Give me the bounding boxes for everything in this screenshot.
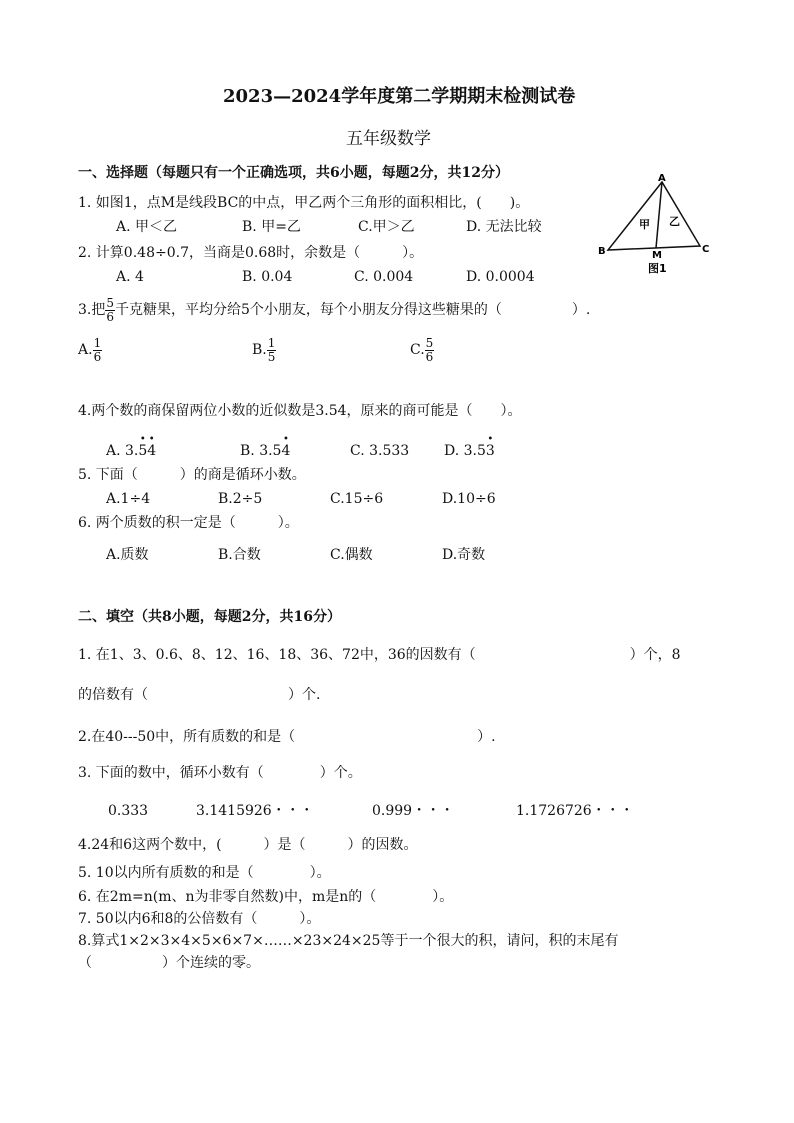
section2-heading: 二、填空（共8小题，每题2分，共16分）	[78, 609, 341, 625]
q1-4-option-d	[444, 442, 495, 460]
triangle-outline	[608, 182, 700, 250]
q1-2-text: 2. 计算0.48÷0.7，当商是0.68时，余数是（ ）。	[78, 245, 424, 261]
option-fraction	[267, 337, 277, 364]
q1-2-option-a: A. 4	[116, 269, 144, 285]
q1-1-option-c: C.甲＞乙	[358, 219, 415, 235]
option-fraction	[425, 337, 435, 364]
q2-2-text: 2.在40---50中，所有质数的和是（ ）.	[78, 729, 496, 745]
figure-caption: 图1	[648, 262, 667, 275]
q1-3-option-b	[252, 330, 276, 370]
q2-7-text: 7. 50以内6和8的公倍数有（ ）。	[78, 911, 321, 927]
exam-subtitle: 五年级数学	[346, 129, 431, 149]
q1-5-option-d: D.10÷6	[442, 491, 496, 507]
label-c: C	[702, 244, 710, 255]
section1-heading: 一、选择题（每题只有一个正确选项，共6小题，每题2分，共12分）	[78, 165, 509, 181]
fraction-denominator: 6	[93, 349, 102, 364]
q1-1-option-b: B. 甲=乙	[242, 219, 301, 235]
q1-2-option-c: C. 0.004	[354, 269, 414, 285]
q1-6-option-a: A.质数	[106, 547, 149, 563]
label-b: B	[598, 246, 606, 257]
option-prefix: B. 3.5	[240, 443, 282, 459]
repeating-digit: • 4	[147, 442, 156, 460]
option-fraction	[93, 337, 103, 364]
q2-3-number-1: 0.333	[108, 803, 149, 819]
q2-3-text: 3. 下面的数中，循环小数有（ ）个。	[78, 765, 362, 781]
q1-6-option-c: C.偶数	[330, 547, 373, 563]
option-prefix: D. 3.5	[444, 443, 486, 459]
q2-8-line1: 8.算式1×2×3×4×5×6×7×……×23×24×25等于一个很大的积，请问，积的末尾有	[78, 933, 619, 949]
q1-3-pre: 3.把	[78, 302, 106, 318]
fraction-numerator: 1	[93, 335, 102, 350]
repeating-digit: • 4	[281, 442, 290, 460]
repeating-digit: • 5	[138, 442, 147, 460]
q1-3-option-c	[410, 330, 434, 370]
q1-2-option-d: D. 0.0004	[466, 269, 535, 285]
q1-2-option-b: B. 0.04	[242, 269, 293, 285]
q1-4-option-c: C. 3.533	[350, 443, 410, 459]
q1-3-post: 千克糖果，平均分给5个小朋友，每个小朋友分得这些糖果的（ ）.	[115, 302, 591, 318]
q1-5-option-a: A.1÷4	[106, 491, 151, 507]
q1-3-fraction	[105, 297, 115, 324]
label-a: A	[658, 173, 666, 184]
q2-4-text: 4.24和6这两个数中，( ）是（ ）的因数。	[78, 837, 418, 853]
q2-3-number-3: 0.999・・・	[372, 803, 455, 819]
option-label: B.	[252, 342, 267, 358]
q1-1-option-d: D. 无法比较	[466, 219, 542, 235]
q1-5-text: 5. 下面（ ）的商是循环小数。	[78, 467, 306, 483]
q1-6-option-b: B.合数	[218, 547, 261, 563]
q1-4-text: 4.两个数的商保留两位小数的近似数是3.54，原来的商可能是（ ）。	[78, 403, 522, 419]
q1-3-text	[78, 290, 590, 330]
fraction-denominator: 5	[267, 349, 276, 364]
exam-title: 2023—2024学年度第二学期期末检测试卷	[223, 86, 576, 107]
fraction-numerator: 1	[267, 335, 276, 350]
q1-4-option-a	[106, 442, 156, 460]
label-yi: 乙	[669, 215, 680, 228]
q1-5-option-c: C.15÷6	[330, 491, 384, 507]
median-line	[656, 182, 662, 248]
q2-3-number-2: 3.1415926・・・	[196, 803, 314, 819]
q2-1-line2: 的倍数有（ ）个.	[78, 687, 321, 703]
label-jia: 甲	[639, 218, 650, 231]
fraction-numerator: 5	[425, 335, 434, 350]
q1-1-text: 1. 如图1，点M是线段BC的中点，甲乙两个三角形的面积相比，( )。	[78, 195, 530, 211]
q2-3-number-4: 1.1726726・・・	[516, 803, 634, 819]
option-label: C.	[410, 342, 425, 358]
triangle-figure	[594, 170, 714, 280]
q2-6-text: 6. 在2m=n(m、n为非零自然数)中，m是n的（ ）。	[78, 889, 454, 905]
label-m: M	[652, 250, 662, 261]
option-prefix: A. 3.	[106, 443, 139, 459]
fraction-denominator: 6	[425, 349, 434, 364]
fraction-numerator: 5	[106, 295, 114, 310]
q2-1-line1: 1. 在1、3、0.6、8、12、16、18、36、72中，36的因数有（ ）个，8	[78, 647, 681, 663]
q2-8-line2: （ ）个连续的零。	[78, 955, 260, 971]
option-label: A.	[78, 342, 93, 358]
q1-3-option-a	[78, 330, 102, 370]
q2-5-text: 5. 10以内所有质数的和是（ ）。	[78, 865, 331, 881]
q1-6-text: 6. 两个质数的积一定是（ ）。	[78, 515, 299, 531]
q1-1-option-a: A. 甲＜乙	[116, 219, 178, 235]
fraction-denominator: 6	[106, 309, 114, 324]
q1-5-option-b: B.2÷5	[218, 491, 263, 507]
q1-6-option-d: D.奇数	[442, 547, 486, 563]
q1-4-option-b	[240, 442, 290, 460]
repeating-digit: • 3	[486, 442, 495, 460]
